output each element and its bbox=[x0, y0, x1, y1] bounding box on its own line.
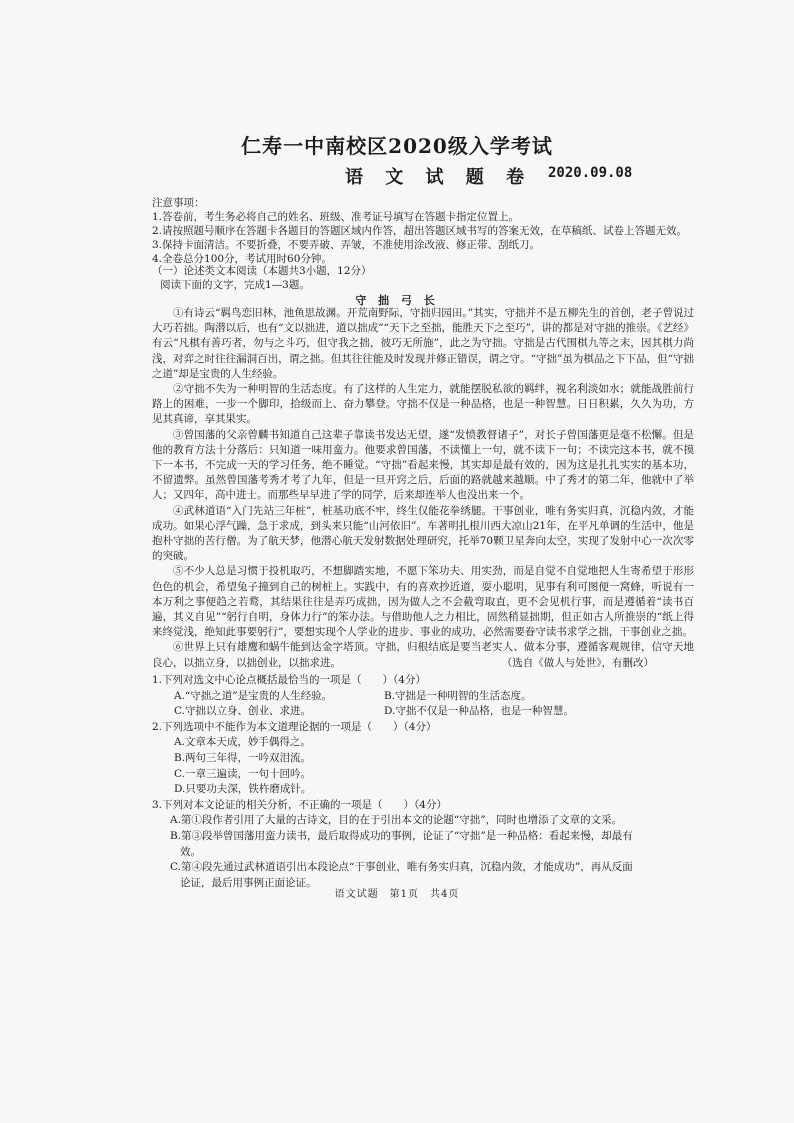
question-stem: 2.下列选项中不能作为本文道理论据的一项是（ ）（4分） bbox=[152, 720, 437, 733]
exam-date: 2020.09.08 bbox=[548, 165, 633, 181]
exam-title: 仁寿一中南校区2020级入学考试 bbox=[241, 134, 553, 158]
questions bbox=[152, 673, 672, 891]
option-b: B.第③段举曾国藩用蛮力读书，最后取得成功的事例，论证了“守拙”是一种品格：看起来慢，却最有效。 bbox=[170, 829, 633, 858]
exam-subtitle: 语 文 试 题 卷 bbox=[345, 167, 533, 188]
option-c: C.守拙以立身、创业、求进。 bbox=[174, 705, 311, 718]
instruction-item: 4.全卷总分100分，考试用时60分钟。 bbox=[152, 253, 332, 265]
question-3 bbox=[152, 798, 672, 892]
instruction-item: 3.保持卡面清洁。不要折叠，不要弄破、弄皱，不准使用涂改液、修正带、刮纸刀。 bbox=[152, 239, 541, 251]
option-c: C.第④段先通过武林道语引出本段论点“干事创业，唯有务实归真，沉稳内敛，才能成功”，再从反面论证，最后用事例正面论证。 bbox=[170, 861, 633, 889]
instructions-heading: 注意事项： bbox=[152, 197, 205, 209]
section-header bbox=[152, 264, 692, 292]
section-instruction: 阅读下面的文字，完成1—3题。 bbox=[160, 279, 310, 291]
section-heading: （一）论述类文本阅读（本题共3小题，12分） bbox=[152, 265, 372, 277]
instruction-item: 2.请按照题号顺序在答题卡各题目的答题区域内作答，超出答题区域书写的答案无效，在草稿纸、试卷上答题无效。 bbox=[152, 225, 688, 237]
question-1 bbox=[152, 673, 672, 720]
option-b: B.两句三年得，一吟双泪流。 bbox=[174, 751, 312, 764]
essay-paragraph: ④武林道语“入门先站三年桩”，桩基功底不牢，终生仅能花拳绣腿。干事创业，唯有务实归真，沉稳内敛，才能成功。如果心浮气躁，急于求成，到头来只能“山河依旧”。车著明扎根川西大凉山21年，在平凡单调的生活中，他是抱朴守拙的苦行僧。为了航天梦，他潜心航天发射数据处理研究，托举70颗卫星奔向太空，实现了发射中心一次次零的突破。 bbox=[152, 504, 694, 563]
question-options bbox=[152, 813, 640, 891]
question-options bbox=[152, 735, 672, 797]
subtitle-row bbox=[0, 163, 794, 187]
essay-source: （选自《做人与处世》，有删改） bbox=[501, 656, 654, 669]
essay-paragraph: ②守拙不失为一种明智的生活态度。有了这样的人生定力，就能摆脱私欲的羁绊，视名利淡如水；就能战胜前行路上的困难，一步一个脚印，拾级而上、奋力攀登。守拙不仅是一种品格，也是一种智慧。日日积累，久久为功，方见其真谛，享其果实。 bbox=[152, 383, 694, 426]
option-a: A.“守拙之道”是宝贵的人生经验。 bbox=[174, 689, 333, 702]
option-d: D.只要功夫深，铁杵磨成针。 bbox=[174, 783, 312, 796]
essay-title: 守 拙 弓 长 bbox=[355, 294, 439, 307]
page-footer: 语文试题 第1页 共4页 bbox=[334, 889, 460, 900]
option-a: A.文章本天成，妙手偶得之。 bbox=[174, 736, 311, 749]
option-c: C.一章三遍读，一句十回吟。 bbox=[174, 767, 311, 780]
question-stem: 1.下列对选文中心论点概括最恰当的一项是（ ）（4分） bbox=[152, 674, 426, 686]
option-a: A.第①段作者引用了大量的古诗文，目的在于引出本文的论题“守拙”，同时也增添了文章的文采。 bbox=[170, 814, 623, 827]
question-2 bbox=[152, 720, 672, 798]
essay-paragraph: ⑤不少人总是习惯于投机取巧，不想脚踏实地，不愿下笨功夫、用实劲，而是自觉不自觉地把人生寄希望于形形色色的机会，希望兔子撞到自己的树桩上。实践中，有的喜欢抄近道，耍小聪明，见事有利可图便一窝蜂，听说有一本万利之事便趋之若鹜，其结果往往是弄巧成拙，因为做人之不会截弯取直，更不会见机行事，而是遵循着“读书百遍，其义自见”“躬行自明，身体力行”的笨办法。与借助他人之力相比，固然稍显拙期，但正如古人所推崇的“纸上得来终觉浅，绝知此事要躬行”，要想实现个人学业的进步、事业的成功，必然需要眷守读书求学之拙，干事创业之拙。 bbox=[152, 565, 694, 639]
essay-paragraph: ⑥世界上只有雄鹰和蜗牛能到达金字塔顶。守拙，归根结底是要当老实人、做本分事，遵循客观规律，信守天地良心，以拙立身，以拙创业，以拙求进。 bbox=[152, 641, 694, 669]
option-b: B.守拙是一种明智的生活态度。 bbox=[384, 689, 532, 702]
instruction-item: 1.答卷前，考生务必将自己的姓名、班级、准考证号填写在答题卡指定位置上。 bbox=[152, 211, 520, 223]
option-d: D.守拙不仅是一种品格，也是一种智慧。 bbox=[384, 705, 574, 718]
instructions bbox=[152, 196, 692, 266]
question-options bbox=[152, 689, 672, 720]
essay-paragraph: ①有诗云“羁鸟恋旧林，池鱼思故渊。开荒南野际，守拙归园田。”其实，守拙并不是五柳先生的首创，老子曾说过大巧若拙。陶潜以后，也有“文以拙进，道以拙成”“天下之至拙，能胜天下之至巧”，讲的都是对守拙的推崇。《艺经》有云“凡棋有善巧者，勿与之斗巧，但守我之拙，彼巧无所施”，此之为守拙。守拙是古代围棋九等之末，因其棋力尚浅，对弈之时往往漏洞百出，谓之拙。但其往往能及时发现并修正错误，谓之守。“守拙”虽为棋品之下下品，但“守拙之道”却是宝贵的人生经验。 bbox=[152, 307, 694, 380]
essay-paragraph: ③曾国藩的父亲曾麟书知道自己这辈子靠读书发达无望，遂“发愤教督诸子”，对长子曾国藩更是毫不松懈。但是他的教育方法十分落后：只知道一味用蛮力。他要求曾国藩，不读懂上一句，就不读下一句；不读完这本书，就不摸下一本书，不完成一天的学习任务，绝不睡觉。“守拙”看起来慢，其实却是最有效的，因为这是扎扎实实的基本功，不留遗弊。虽然曾国藩考秀才考了九年，但是一旦开窍之后，后面的路就越来越顺。中了秀才的第二年，他就中了举人；又四年，高中进士。而那些早早进了学的同学，后来却连举人也没出来一个。 bbox=[152, 428, 694, 502]
question-stem: 3.下列对本文论证的相关分析，不正确的一项是（ ）（4分） bbox=[152, 798, 447, 811]
essay-body bbox=[152, 306, 694, 671]
